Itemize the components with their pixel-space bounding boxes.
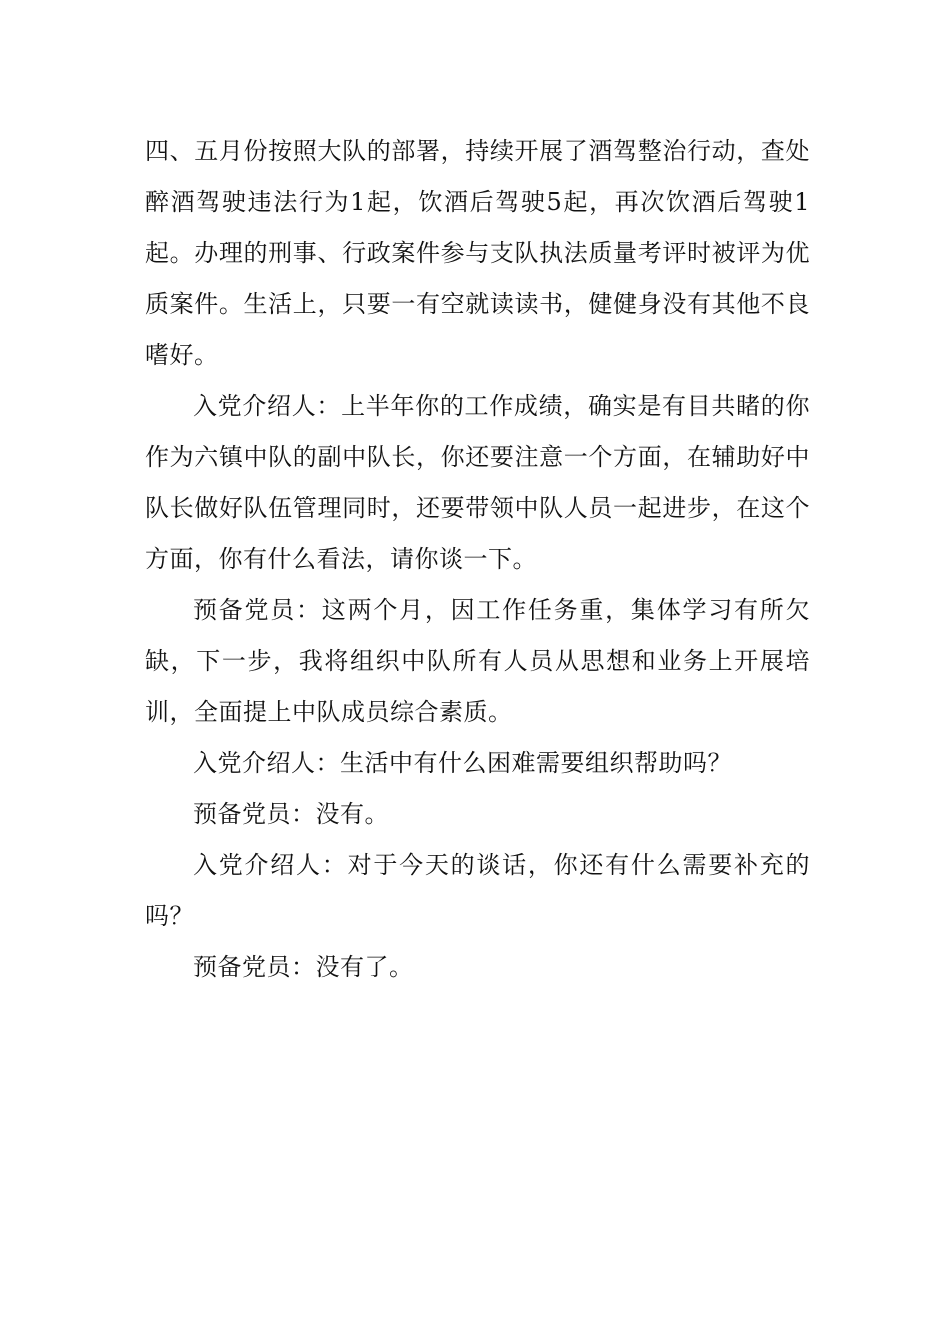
paragraph-introducer-question-2: 入党介绍人：生活中有什么困难需要组织帮助吗？	[193, 749, 732, 777]
paragraph-introducer-question-1: 入党介绍人：上半年你的工作成绩，确实是有目共睹的你作为六镇中队的副中队长，你还要注意一个方面，在辅助好中队长做好队伍管理同时，还要带领中队人员一起进步，在这个方面，你有什么看法，请你谈一下。	[145, 392, 810, 573]
paragraph-member-answer-3: 预备党员：没有了。	[193, 953, 414, 981]
paragraph-work-summary: 四、五月份按照大队的部署，持续开展了酒驾整治行动，查处醉酒驾驶违法行为1起，饮酒后驾驶5起，再次饮酒后驾驶1起。办理的刑事、行政案件参与支队执法质量考评时被评为优质案件。生活上，只要一有空就读读书，健健身没有其他不良嗜好。	[145, 137, 810, 369]
paragraph-member-answer-2: 预备党员：没有。	[193, 800, 389, 828]
paragraph-introducer-question-3: 入党介绍人：对于今天的谈话，你还有什么需要补充的吗？	[145, 851, 810, 930]
paragraph-member-answer-1: 预备党员：这两个月，因工作任务重，集体学习有所欠缺，下一步，我将组织中队所有人员从思想和业务上开展培训，全面提上中队成员综合素质。	[145, 596, 810, 726]
document-body	[145, 126, 810, 993]
